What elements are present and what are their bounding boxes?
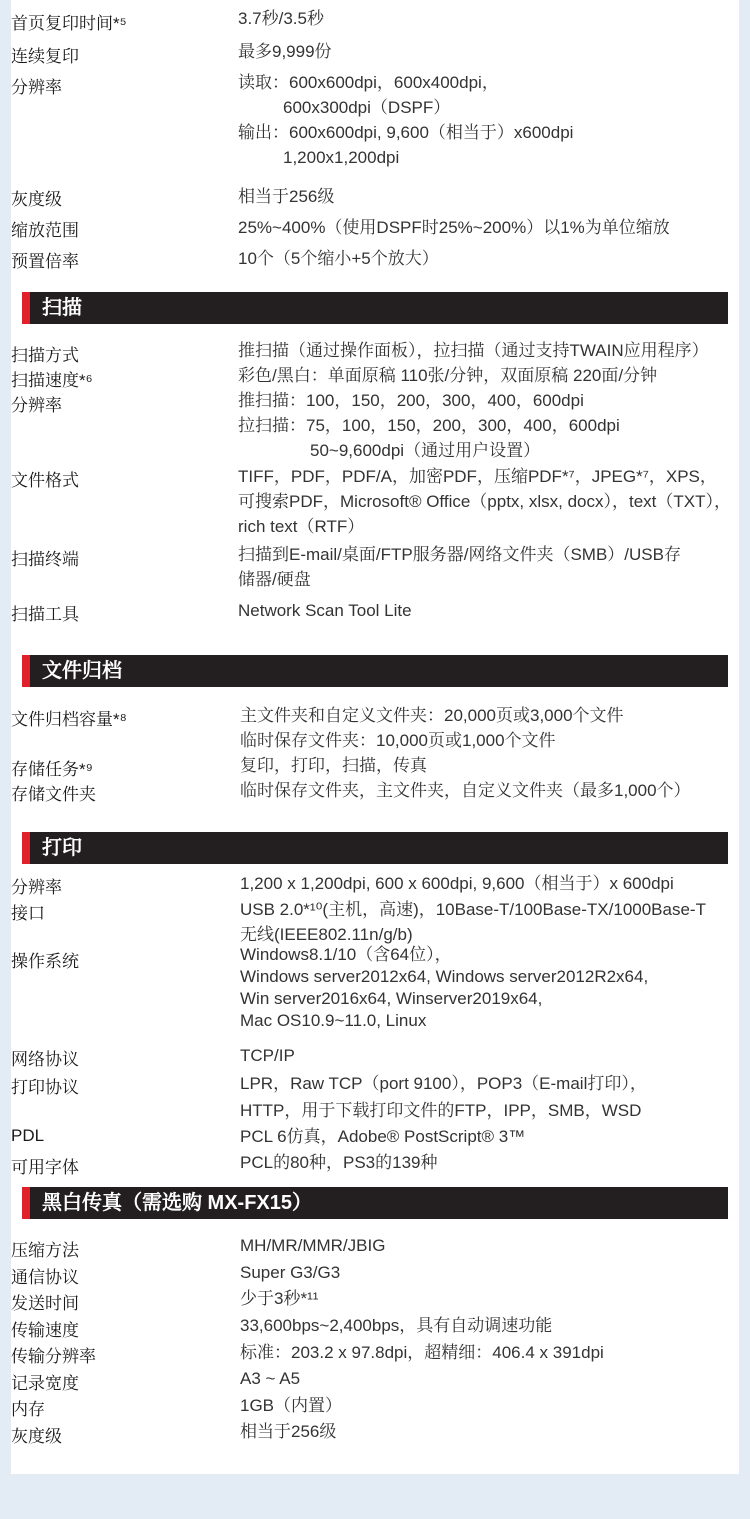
spec-value: 主文件夹和自定义文件夹：20,000页或3,000个文件 临时保存文件夹：10,000页或1,000个文件 (240, 706, 624, 750)
accent-bar (22, 1187, 30, 1219)
spec-value: 1,200 x 1,200dpi, 600 x 600dpi, 9,600（相当于）x 600dpi (240, 874, 674, 893)
accent-bar (22, 655, 30, 687)
spec-label: 灰度级 (11, 190, 62, 209)
spec-value: 少于3秒*¹¹ (240, 1289, 319, 1308)
spec-label: 连续复印 (11, 47, 79, 66)
accent-bar (22, 292, 30, 324)
spec-value: MH/MR/MMR/JBIG (240, 1236, 386, 1255)
section-title: 文件归档 (42, 660, 122, 682)
section-title: 打印 (42, 837, 82, 859)
spec-value: 1GB（内置） (240, 1396, 343, 1415)
spec-value: 相当于256级 (240, 1422, 337, 1441)
spec-label: 内存 (11, 1400, 45, 1419)
section-header-fax (22, 1187, 728, 1219)
spec-label: 扫描速度*⁶ (11, 371, 93, 390)
spec-label: 文件归档容量*⁸ (11, 710, 127, 729)
spec-label: 扫描工具 (11, 605, 79, 624)
spec-value: 扫描到E-mail/桌面/FTP服务器/网络文件夹（SMB）/USB存 储器/硬盘 (238, 545, 681, 589)
spec-label: 扫描方式 (11, 346, 79, 365)
spec-value: 25%~400%（使用DSPF时25%~200%）以1%为单位缩放 (238, 218, 670, 237)
section-title: 扫描 (42, 297, 82, 319)
spec-label: 传输速度 (11, 1321, 79, 1340)
spec-value: PCL 6仿真，Adobe® PostScript® 3™ (240, 1127, 526, 1146)
spec-label: 存储任务*⁹ (11, 760, 93, 779)
spec-value: 10个（5个缩小+5个放大） (238, 249, 439, 268)
spec-label: 通信协议 (11, 1268, 79, 1287)
spec-value: Network Scan Tool Lite (238, 601, 412, 620)
spec-value: 推扫描：100，150，200，300，400，600dpi 拉扫描：75，100，150，200，300，400，600dpi 50~9,600dpi（通过用户设置） (238, 391, 620, 460)
section-header-filing (22, 655, 728, 687)
spec-value: 3.7秒/3.5秒 (238, 9, 324, 28)
spec-value: 最多9,999份 (238, 42, 332, 61)
spec-label: 预置倍率 (11, 252, 79, 271)
spec-value: 推扫描（通过操作面板），拉扫描（通过支持TWAIN应用程序） (238, 341, 709, 360)
spec-label: 缩放范围 (11, 221, 79, 240)
spec-value: 相当于256级 (238, 187, 335, 206)
spec-label: PDL (11, 1126, 45, 1145)
spec-value: 标准：203.2 x 97.8dpi，超精细：406.4 x 391dpi (240, 1343, 604, 1362)
spec-value: Windows8.1/10（含64位）， Windows server2012x64, Windows server2012R2x64, Win server2016x64, Winserver2019x64, Mac OS10.9~11.0, Linux (240, 945, 649, 1030)
section-header-scan (22, 292, 728, 324)
spec-label: 压缩方法 (11, 1241, 79, 1260)
spec-label: 分辨率 (11, 878, 62, 897)
spec-value: 临时保存文件夹，主文件夹，自定义文件夹（最多1,000个） (240, 781, 691, 800)
spec-label: 接口 (11, 904, 45, 923)
spec-label: 文件格式 (11, 471, 79, 490)
spec-label: 存储文件夹 (11, 785, 96, 804)
spec-value: TIFF，PDF，PDF/A，加密PDF，压缩PDF*⁷，JPEG*⁷，XPS， 可搜索PDF，Microsoft® Office（pptx, xlsx, docx），text（TXT）， rich text（RTF） (238, 467, 732, 536)
spec-label: 扫描终端 (11, 550, 79, 569)
section-header-print (22, 832, 728, 864)
spec-label: 分辨率 (11, 396, 62, 415)
spec-label: 灰度级 (11, 1427, 62, 1446)
spec-label: 网络协议 (11, 1050, 79, 1069)
accent-bar (22, 832, 30, 864)
spec-value: PCL的80种，PS3的139种 (240, 1153, 438, 1172)
spec-label: 打印协议 (11, 1078, 79, 1097)
spec-label: 操作系统 (11, 952, 79, 971)
section-title: 黑白传真（需选购 MX-FX15） (42, 1192, 313, 1214)
spec-label: 发送时间 (11, 1294, 79, 1313)
spec-label: 首页复印时间*⁵ (11, 14, 127, 33)
spec-label: 记录宽度 (11, 1374, 79, 1393)
spec-label: 分辨率 (11, 78, 62, 97)
spec-value: A3 ~ A5 (240, 1369, 301, 1388)
spec-value: 复印，打印，扫描，传真 (240, 756, 427, 775)
spec-label: 传输分辨率 (11, 1347, 96, 1366)
spec-value: TCP/IP (240, 1046, 295, 1065)
spec-value: USB 2.0*¹⁰(主机，高速)，10Base-T/100Base-TX/1000Base-T 无线(IEEE802.11n/g/b) (240, 900, 706, 944)
spec-value: 33,600bps~2,400bps，具有自动调速功能 (240, 1316, 553, 1335)
spec-value: LPR，Raw TCP（port 9100），POP3（E-mail打印）， HTTP，用于下载打印文件的FTP，IPP，SMB，WSD (240, 1074, 647, 1120)
spec-value: Super G3/G3 (240, 1263, 341, 1282)
spec-label: 可用字体 (11, 1158, 79, 1177)
spec-value: 读取：600x600dpi，600x400dpi， 600x300dpi（DSPF） 输出：600x600dpi, 9,600（相当于）x600dpi 1,200x1,200dpi (238, 73, 574, 167)
spec-value: 彩色/黑白：单面原稿 110张/分钟，双面原稿 220面/分钟 (238, 366, 658, 385)
